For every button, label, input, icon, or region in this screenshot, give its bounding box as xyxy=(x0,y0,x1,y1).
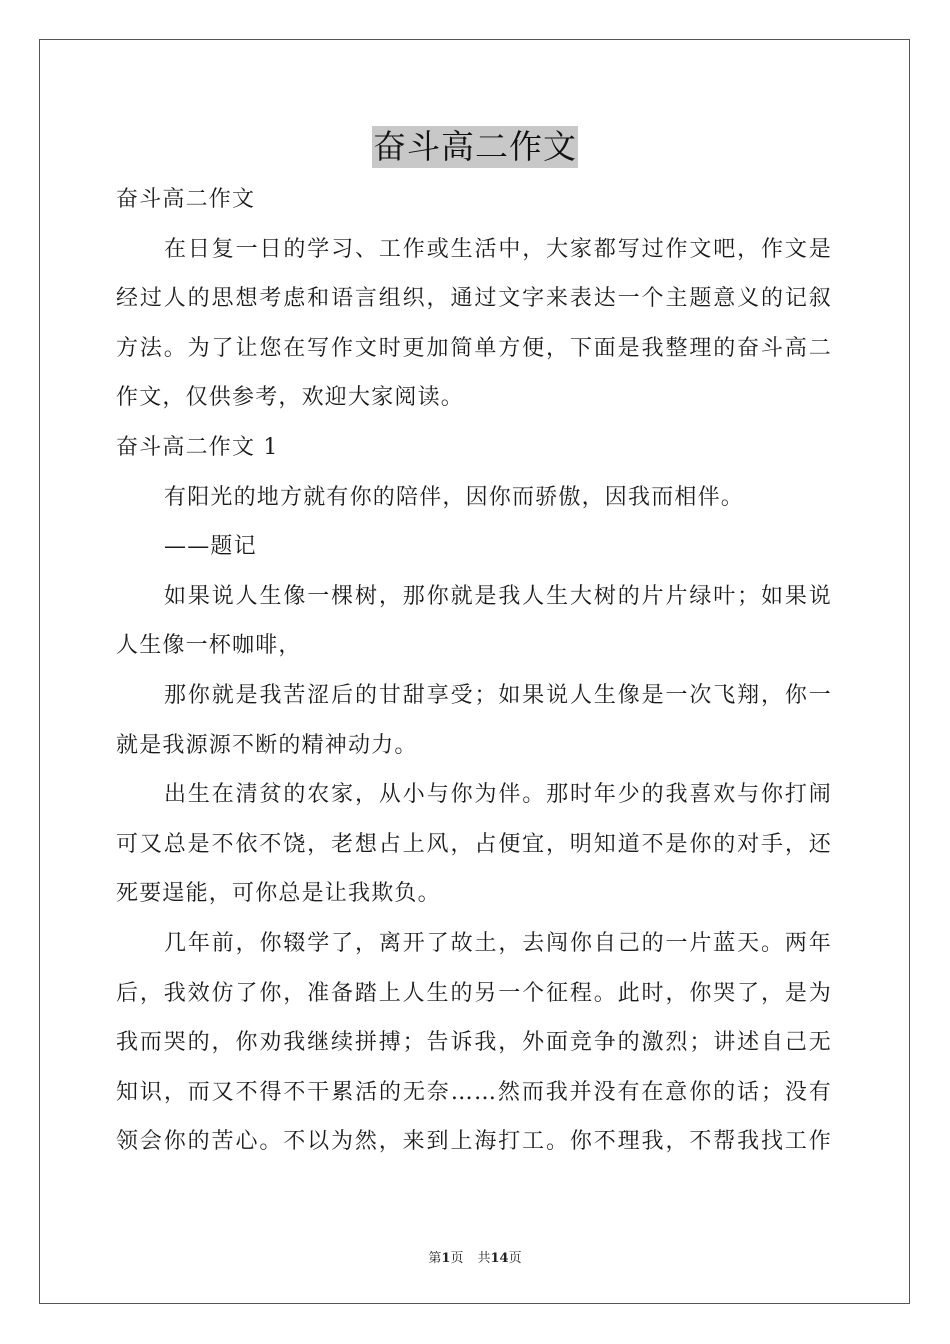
text-line: 人生像一杯咖啡， xyxy=(116,633,302,659)
document-body xyxy=(116,175,832,1167)
text-line: 出生在清贫的农家，从小与你为伴。那时年少的我喜欢与你打闹 xyxy=(164,782,832,808)
text-line: 死要逞能，可你总是让我欺负。 xyxy=(116,881,441,907)
text-line: ——题记 xyxy=(164,534,257,560)
text-line: 可又总是不依不饶，老想占上风，占便宜，明知道不是你的对手，还 xyxy=(116,831,832,857)
text-line: 在日复一日的学习、工作或生活中，大家都写过作文吧，作文是 xyxy=(164,236,832,262)
text-line: 经过人的思想考虑和语言组织，通过文字来表达一个主题意义的记叙 xyxy=(116,286,832,312)
text-line: 如果说人生像一棵树，那你就是我人生大树的片片绿叶；如果说 xyxy=(164,583,832,609)
text-line: 领会你的苦心。不以为然，来到上海打工。你不理我，不帮我找工作 xyxy=(116,1129,832,1155)
total-suffix: 页 xyxy=(508,1251,522,1266)
text-line: 奋斗高二作文 1 xyxy=(116,434,279,460)
text-line: 奋斗高二作文 xyxy=(116,187,256,212)
title-container xyxy=(0,126,950,168)
text-line: 我而哭的，你劝我继续拼搏；告诉我，外面竞争的激烈；讲述自己无 xyxy=(116,1030,832,1056)
text-line: 后，我效仿了你，准备踏上人生的另一个征程。此时，你哭了，是为 xyxy=(116,980,832,1006)
page-footer xyxy=(0,1247,950,1266)
total-prefix: 共 xyxy=(477,1251,491,1266)
text-line: 方法。为了让您在写作文时更加简单方便，下面是我整理的奋斗高二 xyxy=(116,335,832,361)
document-title: 奋斗高二作文 xyxy=(373,127,577,166)
total-pages: 14 xyxy=(490,1251,509,1266)
page-suffix: 页 xyxy=(450,1251,464,1266)
text-line: 有阳光的地方就有你的陪伴，因你而骄傲，因我而相伴。 xyxy=(164,484,745,510)
text-line: 知识，而又不得不干累活的无奈……然而我并没有在意你的话；没有 xyxy=(116,1079,832,1105)
text-line: 几年前，你辍学了，离开了故土，去闯你自己的一片蓝天。两年 xyxy=(164,930,832,956)
text-line: 就是我源源不断的精神动力。 xyxy=(116,732,418,758)
page-number: 1 xyxy=(441,1251,451,1266)
text-line: 作文，仅供参考，欢迎大家阅读。 xyxy=(116,385,465,411)
text-line: 那你就是我苦涩后的甘甜享受；如果说人生像是一次飞翔，你一 xyxy=(164,682,832,708)
page-prefix: 第 xyxy=(428,1251,442,1266)
